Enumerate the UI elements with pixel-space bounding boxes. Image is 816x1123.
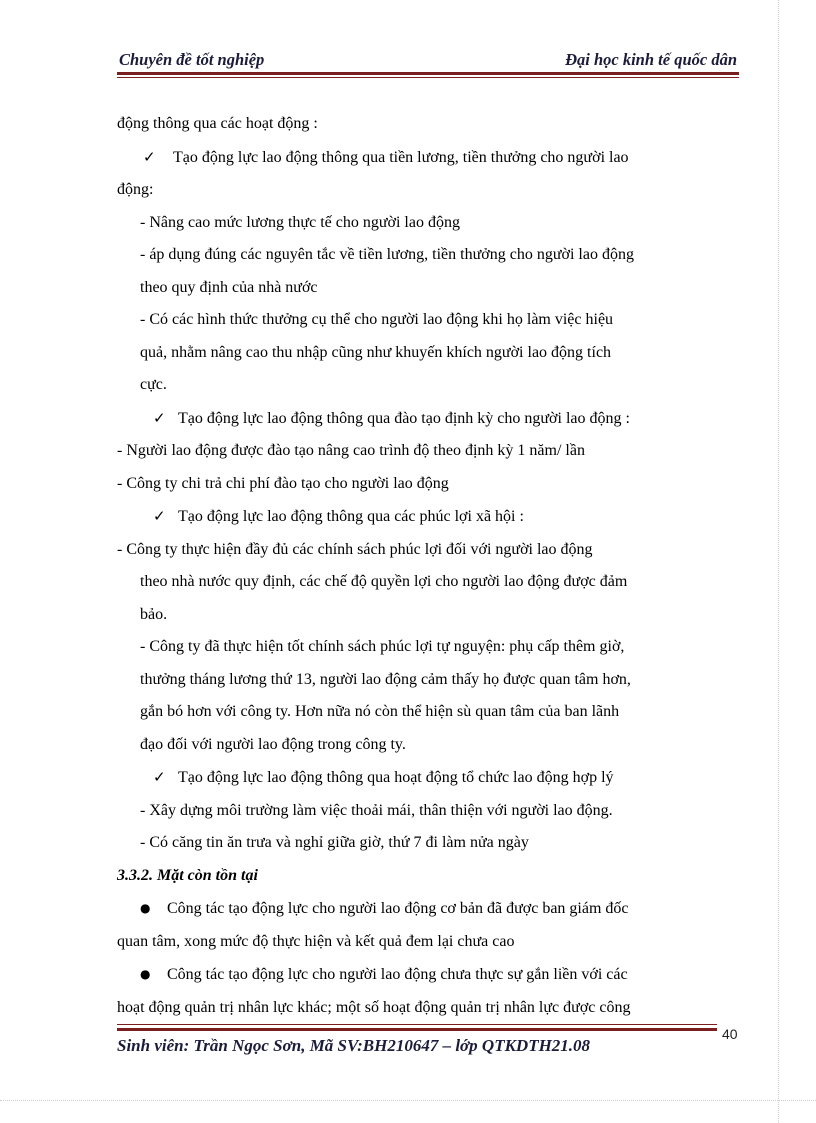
footer-student-info: Sinh viên: Trần Ngọc Sơn, Mã SV:BH210647 – lớp QTKDTH21.08 xyxy=(117,1036,591,1055)
body-line: - Có căng tin ăn trưa và nghỉ giữa giờ, thứ 7 đi làm nửa ngày xyxy=(140,834,529,851)
checklist-text: Tạo động lực lao động thông qua các phúc lợi xã hội : xyxy=(178,508,524,525)
body-line: theo nhà nước quy định, các chế độ quyền lợi cho người lao động được đảm xyxy=(140,573,628,590)
header-right-title: Đại học kinh tế quốc dân xyxy=(565,50,737,69)
check-icon: ✓ xyxy=(153,768,166,786)
body-line: - Nâng cao mức lương thực tế cho người lao động xyxy=(140,213,460,231)
checklist-item xyxy=(117,141,739,175)
body-line: - Có các hình thức thưởng cụ thể cho người lao động khi họ làm việc hiệu xyxy=(140,311,614,328)
page-margin-guide xyxy=(778,0,779,1123)
header-rule-thin xyxy=(117,77,739,78)
bullet-item xyxy=(117,892,739,926)
body-line: theo quy định của nhà nước xyxy=(140,278,318,296)
body-line: gắn bó hơn với công ty. Hơn nữa nó còn thể hiện sù quan tâm của ban lãnh xyxy=(140,703,620,720)
body-line: động: xyxy=(117,181,154,198)
checklist-text: Tạo động lực lao động thông qua đào tạo định kỳ cho người lao động : xyxy=(178,409,630,427)
checklist-item xyxy=(117,402,739,436)
check-icon: ✓ xyxy=(153,408,166,427)
bullet-text: Công tác tạo động lực cho người lao động chưa thực sự gắn liền với các xyxy=(167,966,628,983)
check-icon: ✓ xyxy=(143,147,156,166)
body-line: hoạt động quản trị nhân lực khác; một số hoạt động quản trị nhân lực được công xyxy=(117,998,631,1016)
page-margin-guide-bottom xyxy=(0,1100,816,1101)
bullet-text: Công tác tạo động lực cho người lao động cơ bản đã được ban giám đốc xyxy=(167,900,629,917)
body-line: quan tâm, xong mức độ thực hiện và kết quả đem lại chưa cao xyxy=(117,932,515,950)
body-line: - Công ty đã thực hiện tốt chính sách phúc lợi tự nguyện: phụ cấp thêm giờ, xyxy=(140,638,625,655)
body-line: cực. xyxy=(140,376,167,393)
bullet-item xyxy=(117,958,739,992)
footer-rule-thin xyxy=(117,1024,717,1025)
page-header xyxy=(117,44,739,74)
body-line: quả, nhằm nâng cao thu nhập cũng như khuyến khích người lao động tích xyxy=(140,343,612,361)
section-heading: 3.3.2. Mặt còn tồn tại xyxy=(117,866,258,884)
body-line: thưởng tháng lương thứ 13, người lao động cảm thấy họ được quan tâm hơn, xyxy=(140,670,631,688)
footer-rule xyxy=(117,1028,717,1031)
check-icon: ✓ xyxy=(153,507,166,525)
body-line: - Người lao động được đào tạo nâng cao trình độ theo định kỳ 1 năm/ lần xyxy=(117,442,585,459)
header-rule xyxy=(117,72,739,75)
bullet-icon: ● xyxy=(140,901,151,915)
body-line: bảo. xyxy=(140,605,168,623)
body-line: - Xây dựng môi trường làm việc thoải mái, thân thiện với người lao động. xyxy=(140,801,613,819)
bullet-icon: ● xyxy=(140,967,151,981)
document-body xyxy=(117,108,739,1024)
body-line: - áp dụng đúng các nguyên tắc về tiền lương, tiền thưởng cho người lao động xyxy=(140,246,634,263)
body-line: - Công ty chi trả chi phí đào tạo cho người lao động xyxy=(117,474,449,492)
header-left-title: Chuyên đề tốt nghiệp xyxy=(119,50,265,69)
body-line: động thông qua các hoạt động : xyxy=(117,115,318,132)
checklist-text: Tạo động lực lao động thông qua hoạt động tổ chức lao động hợp lý xyxy=(178,769,614,786)
page-number: 40 xyxy=(722,1026,738,1042)
body-line: - Công ty thực hiện đầy đủ các chính sách phúc lợi đối với người lao động xyxy=(117,540,593,558)
checklist-item xyxy=(117,500,739,534)
body-line: đạo đối với người lao động trong công ty. xyxy=(140,735,406,753)
checklist-text: Tạo động lực lao động thông qua tiền lương, tiền thưởng cho người lao xyxy=(173,148,629,166)
checklist-item xyxy=(117,761,739,795)
